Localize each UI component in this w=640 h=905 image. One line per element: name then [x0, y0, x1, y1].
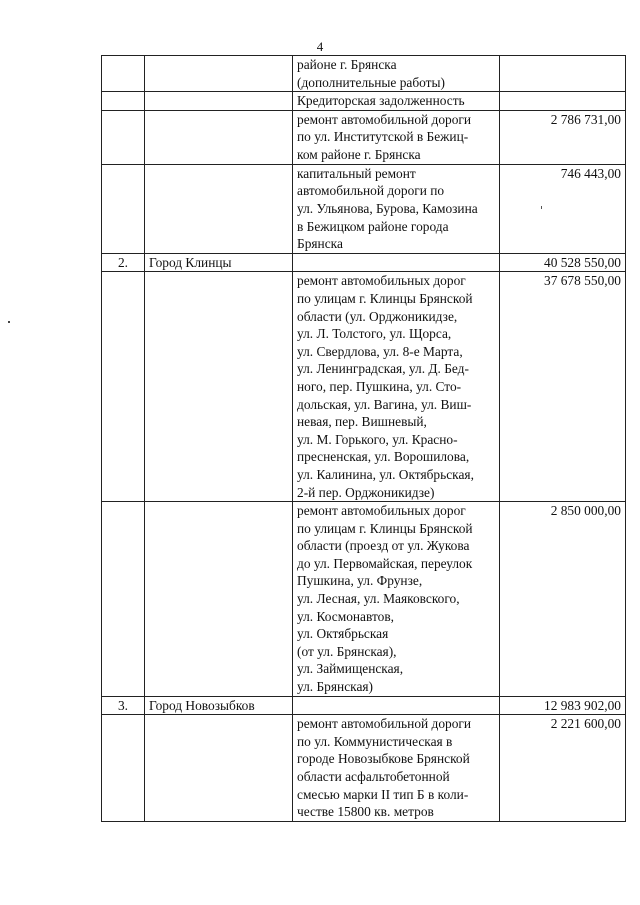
- page-number: 4: [316, 39, 324, 54]
- table-row: [102, 164, 626, 253]
- row-number-cell: 2.: [102, 253, 145, 272]
- description-line: Кредиторская задолженность: [297, 93, 465, 109]
- description-line: невая, пер. Вишневый,: [297, 414, 427, 430]
- work-description: [293, 92, 500, 111]
- municipality-cell: Город Клинцы: [145, 253, 293, 272]
- table-row: [102, 715, 626, 822]
- description-line: Пушкина, ул. Фрунзе,: [297, 573, 423, 589]
- description-line: автомобильной дороги по: [297, 183, 445, 199]
- amount-cell: 12 983 902,00: [500, 696, 626, 715]
- work-description: [293, 110, 500, 164]
- table-row: [102, 56, 626, 92]
- description-line: ремонт автомобильной дороги: [297, 111, 472, 127]
- work-description: [293, 56, 500, 92]
- table-row: [102, 502, 626, 697]
- description-line: смесью марки II тип Б в коли-: [297, 786, 469, 802]
- work-description: [293, 502, 500, 697]
- description-line: до ул. Первомайская, переулок: [297, 555, 473, 571]
- row-number-cell: [102, 272, 145, 502]
- work-description: [293, 696, 500, 715]
- row-number-cell: 3.: [102, 696, 145, 715]
- amount-cell: 2 221 600,00: [500, 715, 626, 822]
- municipality-cell: [145, 272, 293, 502]
- description-line: ул. М. Горького, ул. Красно-: [297, 431, 458, 447]
- municipality-cell: Город Новозыбков: [145, 696, 293, 715]
- description-line: ул. Лесная, ул. Маяковского,: [297, 591, 460, 607]
- description-line: ул. Брянская): [297, 679, 374, 695]
- description-line: ул. Калинина, ул. Октябрьская,: [297, 466, 474, 482]
- description-line: по улицам г. Клинцы Брянской: [297, 290, 473, 306]
- description-line: городе Новозыбкове Брянской: [297, 751, 470, 767]
- description-line: ремонт автомобильных дорог: [297, 273, 466, 289]
- description-line: 2-й пер. Орджоникидзе): [297, 484, 435, 500]
- row-number-cell: [102, 715, 145, 822]
- municipality-cell: [145, 92, 293, 111]
- description-line: по ул. Коммунистическая в: [297, 733, 453, 749]
- description-line: ремонт автомобильных дорог: [297, 503, 466, 519]
- description-line: по улицам г. Клинцы Брянской: [297, 520, 473, 536]
- amount-cell: 2 850 000,00: [500, 502, 626, 697]
- description-line: ремонт автомобильной дороги: [297, 716, 472, 732]
- work-description: [293, 164, 500, 253]
- amount-cell: 40 528 550,00: [500, 253, 626, 272]
- amount-cell: 37 678 550,00: [500, 272, 626, 502]
- description-line: ул. Л. Толстого, ул. Щорса,: [297, 326, 452, 342]
- description-line: пресненская, ул. Ворошилова,: [297, 449, 470, 465]
- description-line: (дополнительные работы): [297, 74, 445, 90]
- scan-speck: [8, 321, 10, 323]
- work-description: [293, 715, 500, 822]
- municipality-cell: [145, 715, 293, 822]
- row-number-cell: [102, 56, 145, 92]
- row-number-cell: [102, 110, 145, 164]
- description-line: честве 15800 кв. метров: [297, 804, 434, 820]
- municipality-cell: [145, 56, 293, 92]
- row-number-cell: [102, 164, 145, 253]
- description-line: области (проезд от ул. Жукова: [297, 538, 470, 554]
- table-row: [102, 110, 626, 164]
- municipality-cell: [145, 164, 293, 253]
- description-line: ул. Ульянова, Бурова, Камозина: [297, 200, 478, 216]
- row-number-cell: [102, 92, 145, 111]
- table-row: [102, 696, 626, 715]
- description-line: в Бежицком районе города: [297, 218, 449, 234]
- table-row: [102, 253, 626, 272]
- description-line: области (ул. Орджоникидзе,: [297, 308, 458, 324]
- description-line: ул. Свердлова, ул. 8-е Марта,: [297, 343, 463, 359]
- description-line: ул. Космонавтов,: [297, 608, 395, 624]
- work-description: [293, 253, 500, 272]
- amount-cell: 2 786 731,00: [500, 110, 626, 164]
- description-line: области асфальтобетонной: [297, 769, 450, 784]
- amount-cell: 746 443,00: [500, 164, 626, 253]
- municipality-cell: [145, 502, 293, 697]
- description-line: ул. Займищенская,: [297, 661, 404, 677]
- work-description: [293, 272, 500, 502]
- amount-cell: [500, 56, 626, 92]
- description-line: районе г. Брянска: [297, 57, 397, 72]
- description-line: ного, пер. Пушкина, ул. Сто-: [297, 378, 462, 394]
- description-line: ком районе г. Брянска: [297, 146, 421, 162]
- description-line: (от ул. Брянская),: [297, 643, 397, 659]
- description-line: ул. Ленинградская, ул. Д. Бед-: [297, 361, 469, 377]
- budget-table: [101, 55, 626, 822]
- description-line: Брянска: [297, 236, 343, 252]
- description-line: по ул. Институтской в Бежиц-: [297, 129, 469, 145]
- municipality-cell: [145, 110, 293, 164]
- table-row: [102, 272, 626, 502]
- amount-cell: [500, 92, 626, 111]
- row-number-cell: [102, 502, 145, 697]
- description-line: капитальный ремонт: [297, 165, 416, 181]
- table-row: [102, 92, 626, 111]
- description-line: дольская, ул. Вагина, ул. Виш-: [297, 396, 472, 412]
- description-line: ул. Октябрьская: [297, 626, 389, 642]
